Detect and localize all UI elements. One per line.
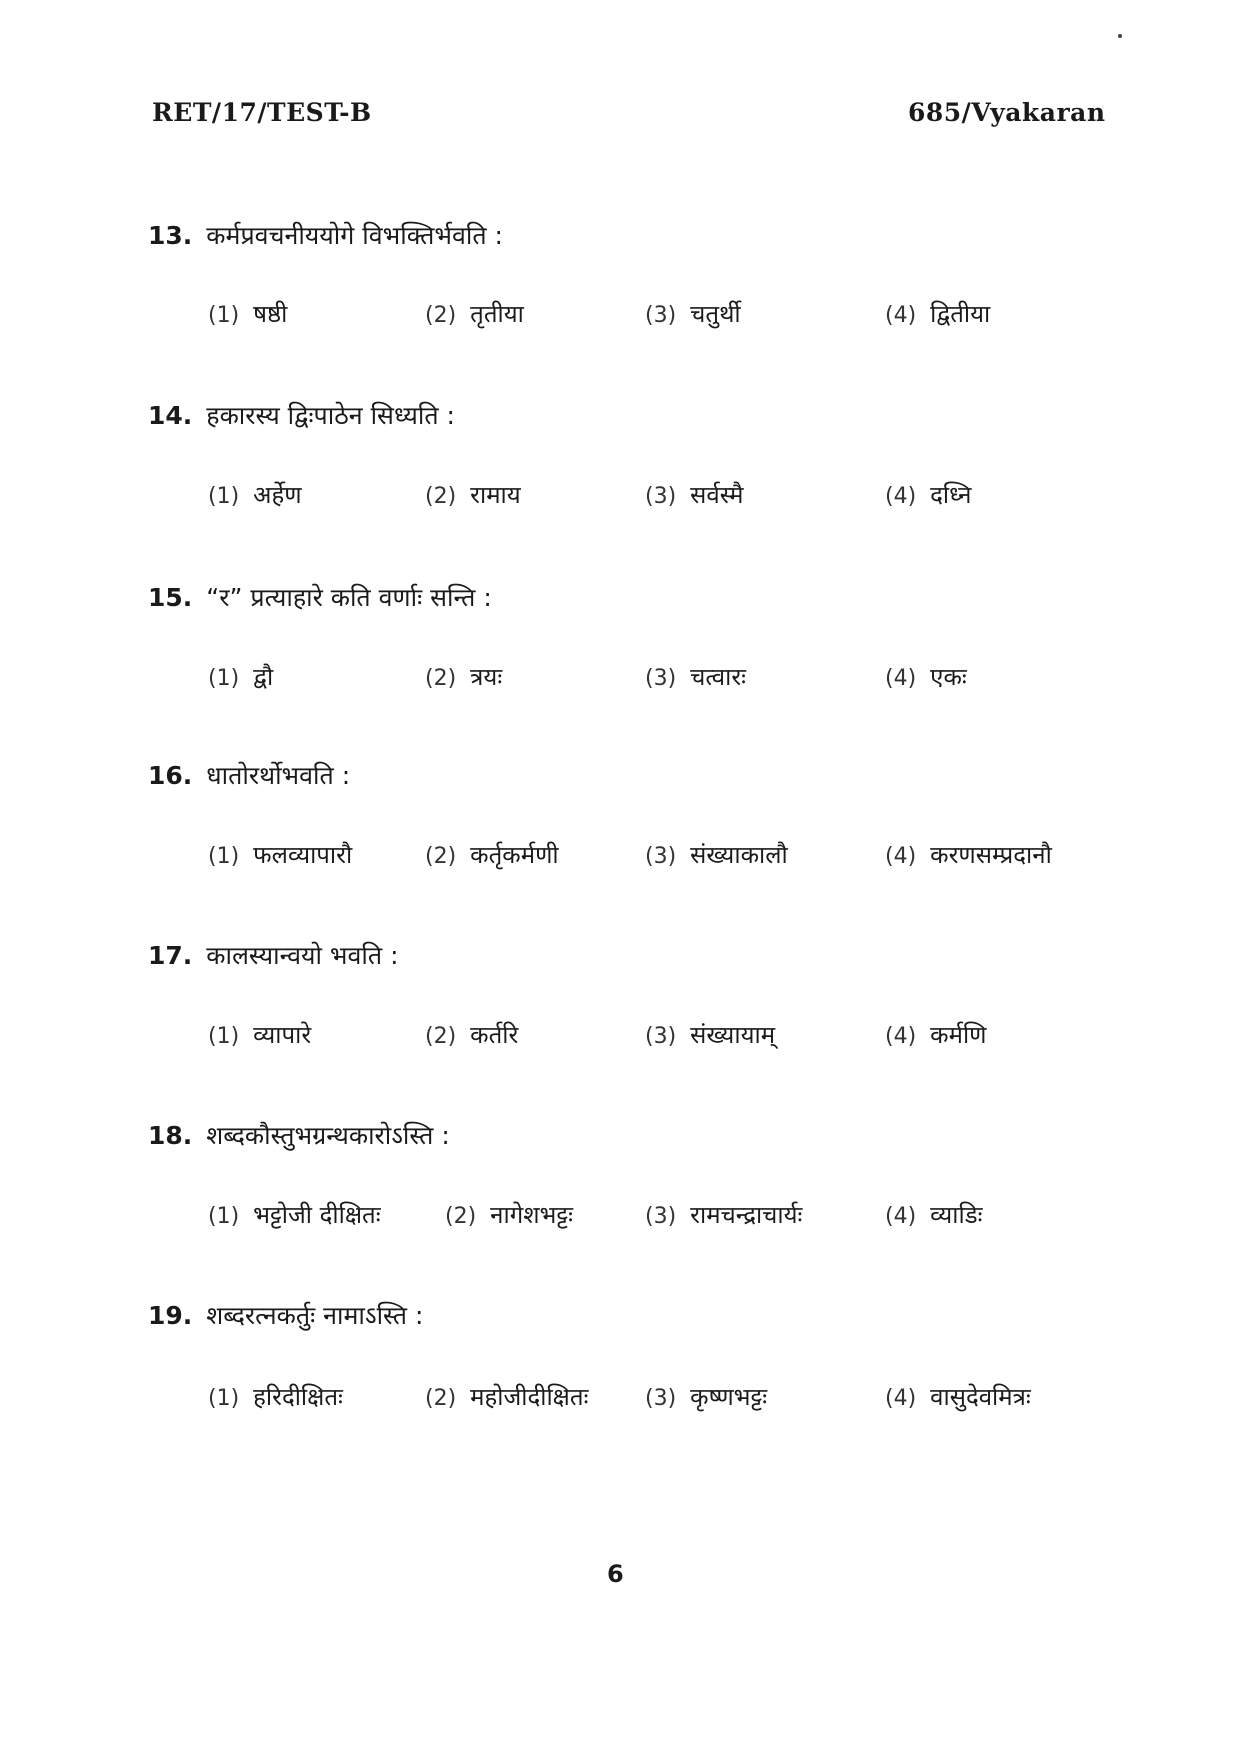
option [645,478,743,511]
question-stem [148,218,503,252]
option-text: भट्टोजी दीक्षितः [253,1201,381,1229]
option [645,297,741,330]
option-text: महोजीदीक्षितः [470,1383,589,1411]
option [425,297,524,330]
option-number: (4) [885,844,917,869]
question-text: धातोरर्थोभवति : [206,761,351,790]
header-exam-code: RET/17/TEST-B [152,98,372,127]
question-text: शब्दकौस्तुभग्रन्थकारोऽस्ति : [206,1121,450,1150]
option [645,660,746,693]
question-number: 16. [148,761,193,790]
option [885,297,990,330]
option-number: (3) [645,666,677,691]
scan-speck [1118,34,1122,38]
option [425,1018,518,1051]
option [885,838,1052,871]
option [425,478,521,511]
option-number: (4) [885,1204,917,1229]
question-text: शब्दरत्नकर्तुः नामाऽस्ति : [206,1301,424,1330]
question-stem [148,758,350,792]
option-text: फलव्यापारौ [253,841,353,869]
option-text: चत्वारः [690,663,746,691]
option [208,838,352,871]
option-text: कर्मणि [930,1021,987,1049]
option-text: संख्याकालौ [690,841,788,869]
option [645,1198,802,1231]
option [425,660,502,693]
option-number: (4) [885,1386,917,1411]
option-number: (3) [645,484,677,509]
question-stem [148,580,492,614]
question-text: कालस्यान्वयो भवति : [206,941,399,970]
option [885,1380,1031,1413]
option-number: (4) [885,1024,917,1049]
option-text: हरिदीक्षितः [253,1383,343,1411]
question-stem [148,938,399,972]
option-text: संख्यायाम् [690,1021,776,1049]
question-number: 17. [148,941,193,970]
option-text: वासुदेवमित्रः [930,1383,1031,1411]
option-text: नागेशभट्टः [490,1201,573,1229]
option [885,478,971,511]
option [885,1198,982,1231]
option [208,1380,343,1413]
header-paper-code: 685/Vyakaran [908,98,1106,127]
option-number: (1) [208,303,240,328]
option-number: (3) [645,303,677,328]
option-number: (3) [645,1204,677,1229]
option-number: (4) [885,666,917,691]
question-stem [148,1118,450,1152]
option-text: रामाय [470,481,521,509]
option [885,660,967,693]
option [208,660,273,693]
option [885,1018,987,1051]
question-number: 13. [148,221,193,250]
option-number: (1) [208,1024,240,1049]
option-text: चतुर्थी [690,300,741,328]
option-number: (2) [445,1204,477,1229]
option [425,838,559,871]
option-number: (1) [208,844,240,869]
page-number: 6 [607,1560,624,1588]
question-text: कर्मप्रवचनीययोगे विभक्तिर्भवति : [206,221,503,250]
option [208,1198,381,1231]
question-number: 15. [148,583,193,612]
option-text: द्वितीया [930,300,991,328]
option [445,1198,573,1231]
option-text: त्रयः [470,663,503,691]
option [208,297,287,330]
option [208,1018,311,1051]
question-stem [148,398,455,432]
option-number: (3) [645,844,677,869]
option-text: कर्तृकर्मणी [470,841,559,869]
option-number: (3) [645,1024,677,1049]
option-number: (2) [425,1386,457,1411]
option-text: सर्वस्मै [690,481,744,509]
option [425,1380,588,1413]
option-number: (4) [885,303,917,328]
option-number: (2) [425,303,457,328]
option-number: (3) [645,1386,677,1411]
option-number: (2) [425,484,457,509]
option-number: (1) [208,484,240,509]
option-text: षष्ठी [253,300,288,328]
option-text: अर्हेण [253,481,302,509]
option-number: (1) [208,1386,240,1411]
option-text: तृतीया [470,300,524,328]
question-number: 18. [148,1121,193,1150]
option-text: एकः [930,663,967,691]
option-number: (2) [425,666,457,691]
option-number: (2) [425,844,457,869]
option-number: (1) [208,666,240,691]
option-text: करणसम्प्रदानौ [930,841,1052,869]
question-text: “र” प्रत्याहारे कति वर्णाः सन्ति : [206,583,492,612]
option [645,1018,775,1051]
option-text: द्वौ [253,663,274,691]
option [208,478,302,511]
option-number: (2) [425,1024,457,1049]
option [645,1380,767,1413]
question-number: 14. [148,401,193,430]
option-text: दध्नि [930,481,972,509]
option-number: (1) [208,1204,240,1229]
option-text: व्यापारे [253,1021,312,1049]
question-stem [148,1298,423,1332]
question-text: हकारस्य द्विःपाठेन सिध्यति : [206,401,455,430]
option-text: रामचन्द्राचार्यः [690,1201,803,1229]
question-number: 19. [148,1301,193,1330]
option-text: कृष्णभट्टः [690,1383,768,1411]
option-number: (4) [885,484,917,509]
option [645,838,788,871]
option-text: कर्तरि [470,1021,519,1049]
option-text: व्याडिः [930,1201,983,1229]
